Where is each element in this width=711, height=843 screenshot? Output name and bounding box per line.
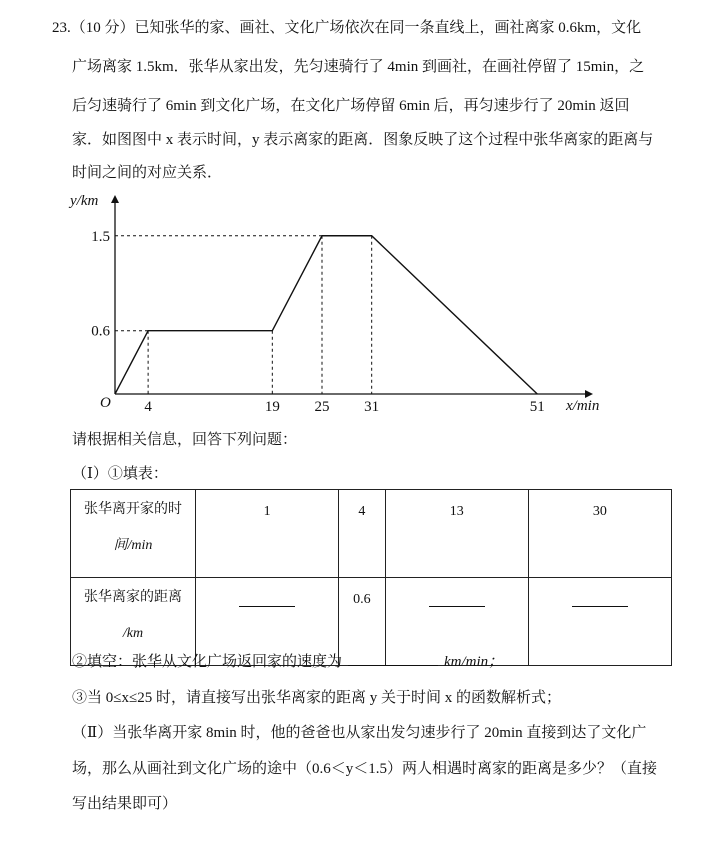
part1-3: ③当 0≤x≤25 时，请直接写出张华离家的距离 y 关于时间 x 的函数解析式； <box>72 690 561 706</box>
y-tick-0.6: 0.6 <box>91 323 110 340</box>
part2-line-2: 场，那么从画社到文化广场的途中（0.6＜y＜1.5）两人相遇时离家的距离是多少？（直接 <box>72 761 658 777</box>
y-axis-arrow <box>111 195 119 203</box>
y-tick-1.5: 1.5 <box>91 228 110 245</box>
cell-time-2: 4 <box>339 490 385 578</box>
x-tick-51: 51 <box>529 399 545 415</box>
x-tick-25: 25 <box>314 399 330 415</box>
header-text: 张华离家的距离 <box>84 590 182 605</box>
speed-unit: km/min； <box>444 654 504 670</box>
origin-label: O <box>100 395 111 411</box>
problem-line-1: 23.（10 分）已知张华的家、画社、文化广场依次在同一条直线上，画社离家 0.6km，文化 <box>52 20 642 36</box>
header-text: 张华离开家的时 <box>84 502 182 517</box>
distance-line <box>115 236 537 394</box>
part2-line-1: （Ⅱ）当张华离开家 8min 时，他的爸爸也从家出发匀速步行了 20min 直接到达了文化广 <box>72 725 647 741</box>
x-tick-19: 19 <box>264 399 280 415</box>
table-row-time <box>71 490 672 578</box>
part1-2-text: ②填空：张华从文化广场返回家的速度为 <box>72 654 343 670</box>
cell-time-1: 1 <box>196 490 339 578</box>
x-axis-arrow <box>585 390 593 398</box>
answer-blank[interactable] <box>239 590 295 607</box>
part2-line-3: 写出结果即可） <box>72 796 178 812</box>
row-header-time <box>71 490 196 578</box>
x-tick-31: 31 <box>364 399 380 415</box>
problem-line-2: 广场离家 1.5km．张华从家出发，先匀速骑行了 4min 到画社，在画社停留了 15min，之 <box>72 59 645 75</box>
answer-blank[interactable] <box>429 590 485 607</box>
part1-2 <box>72 650 503 671</box>
problem-line-5: 时间之间的对应关系． <box>72 165 223 181</box>
x-axis-label: x/min <box>566 398 600 414</box>
problem-line-4: 家．如图图中 x 表示时间，y 表示离家的距离．图象反映了这个过程中张华离家的距离与 <box>72 132 654 148</box>
answer-blank[interactable] <box>572 590 628 607</box>
speed-answer-blank[interactable] <box>348 651 438 666</box>
cell-time-3: 13 <box>385 490 528 578</box>
cell-time-4: 30 <box>528 490 671 578</box>
part1-1-label: （Ⅰ）①填表： <box>72 466 168 482</box>
distance-time-graph <box>0 185 711 420</box>
cell-distance-2: 0.6 <box>339 578 385 666</box>
x-tick-4: 4 <box>144 399 152 415</box>
cell-distance-4[interactable] <box>528 578 671 666</box>
header-unit: 间/min <box>113 538 153 553</box>
problem-line-3: 后匀速骑行了 6min 到文化广场，在文化广场停留 6min 后，再匀速步行了 20min 返回 <box>72 98 630 114</box>
prompt-text: 请根据相关信息，回答下列问题： <box>72 432 298 448</box>
header-unit: /km <box>122 626 144 641</box>
y-axis-label: y/km <box>70 193 99 209</box>
fill-table <box>70 489 672 666</box>
